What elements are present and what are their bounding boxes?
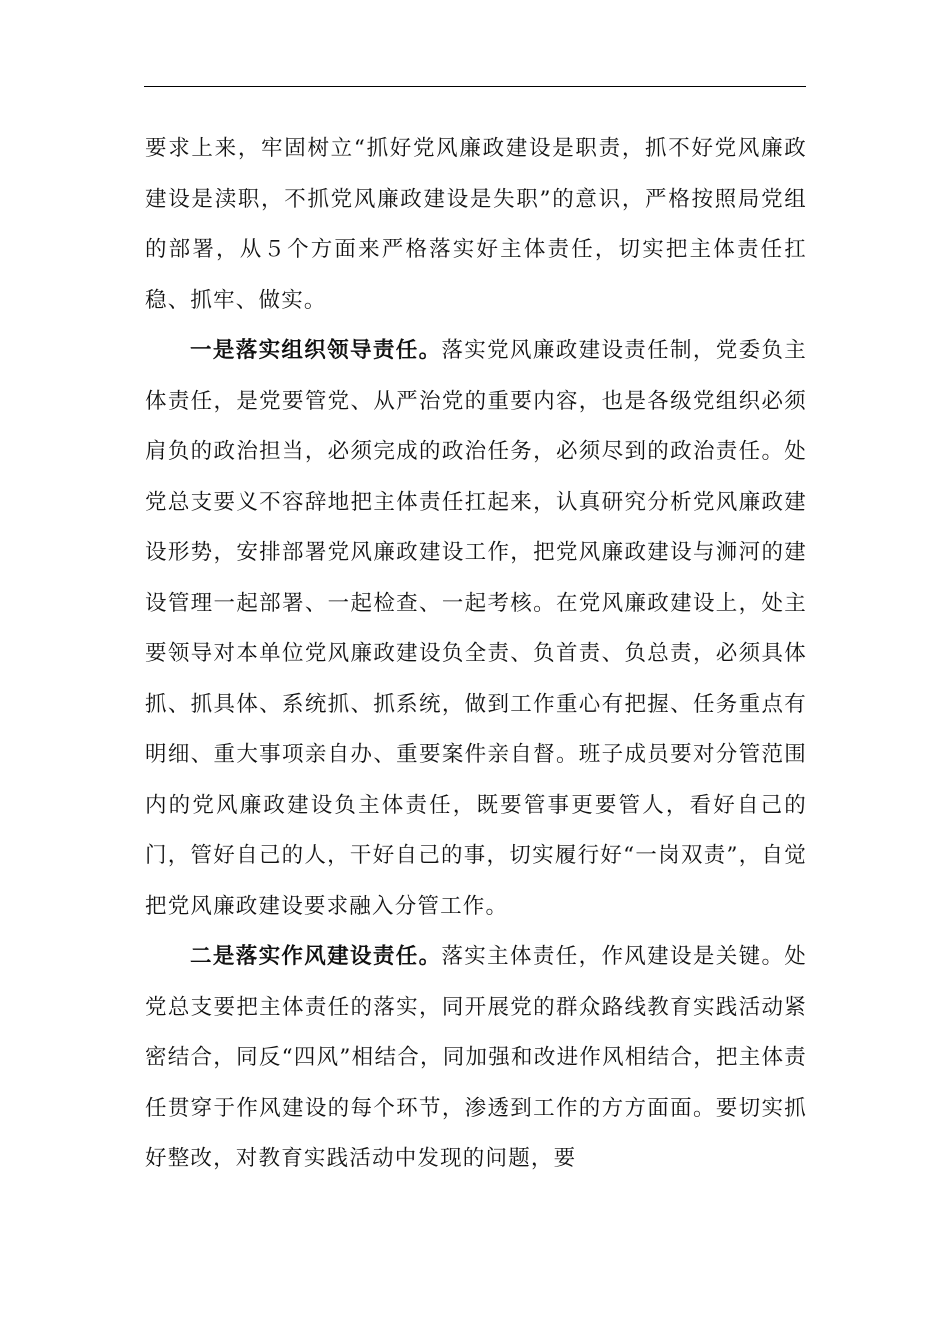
paragraph-3-text: 落实主体责任，作风建设是关键。处党总支要把主体责任的落实，同开展党的群众路线教育实践活动紧密结合，同反“四风”相结合，同加强和改进作风相结合，把主体责任贯穿于作风建设的每个环节，渗透到工作的方方面面。要切实抓好整改，对教育实践活动中发现的问题，要 bbox=[145, 944, 808, 1171]
header-rule bbox=[144, 86, 806, 87]
paragraph-3-lead: 二是落实作风建设责任。 bbox=[190, 944, 442, 969]
paragraph-2 bbox=[145, 326, 807, 932]
paragraph-1 bbox=[145, 124, 807, 326]
document-body bbox=[145, 124, 807, 1185]
paragraph-3 bbox=[145, 932, 807, 1185]
paragraph-1-text: 要求上来，牢固树立“抓好党风廉政建设是职责，抓不好党风廉政建设是渎职，不抓党风廉政建设是失职”的意识，严格按照局党组的部署，从５个方面来严格落实好主体责任，切实把主体责任扛稳、抓牢、做实。 bbox=[145, 136, 807, 313]
paragraph-2-lead: 一是落实组织领导责任。 bbox=[190, 338, 442, 363]
paragraph-2-text: 落实党风廉政建设责任制，党委负主体责任，是党要管党、从严治党的重要内容，也是各级党组织必须肩负的政治担当，必须完成的政治任务，必须尽到的政治责任。处党总支要义不容辞地把主体责任扛起来，认真研究分析党风廉政建设形势，安排部署党风廉政建设工作，把党风廉政建设与浉河的建设管理一起部署、一起检查、一起考核。在党风廉政建设上，处主要领导对本单位党风廉政建设负全责、负首责、负总责，必须具体抓、抓具体、系统抓、抓系统，做到工作重心有把握、任务重点有明细、重大事项亲自办、重要案件亲自督。班子成员要对分管范围内的党风廉政建设负主体责任，既要管事更要管人，看好自己的门，管好自己的人，干好自己的事，切实履行好“一岗双责”，自觉把党风廉政建设要求融入分管工作。 bbox=[145, 338, 808, 919]
